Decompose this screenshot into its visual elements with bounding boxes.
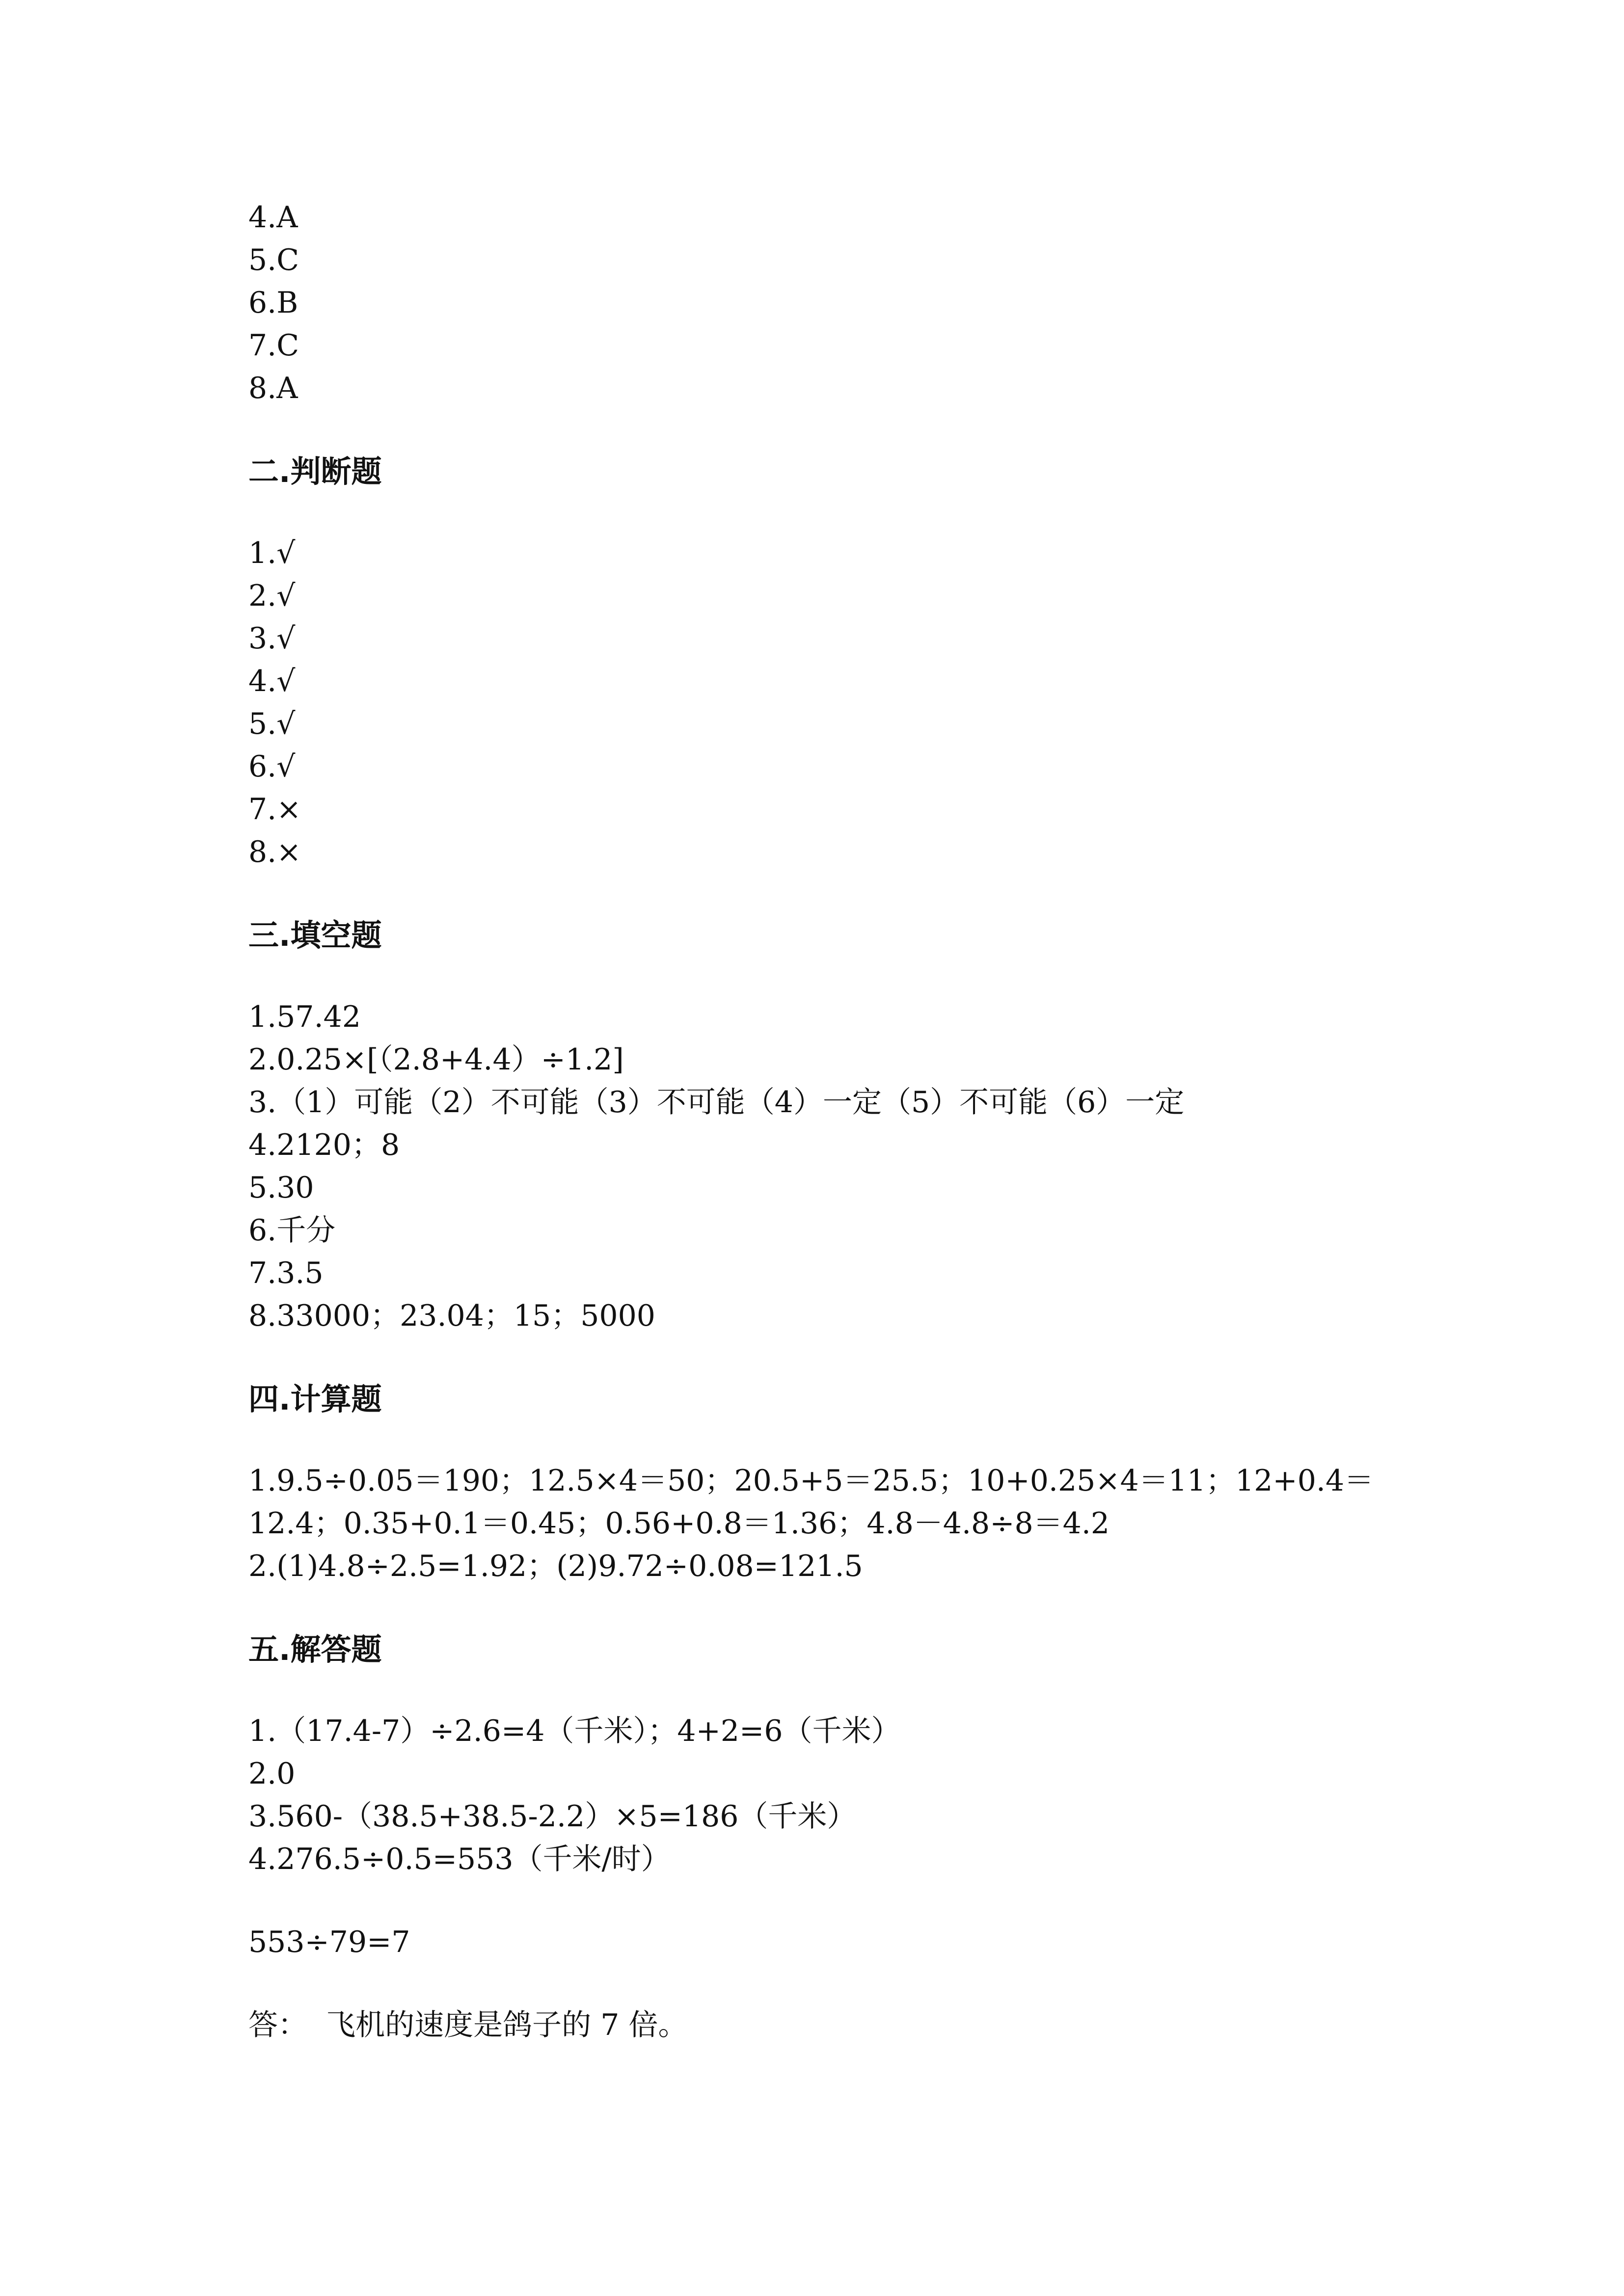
answer-item: 7.C — [248, 328, 299, 363]
answer-item: 3.√ — [248, 621, 296, 656]
answer-item: 4.2120；8 — [248, 1128, 400, 1162]
answer-item: 8.× — [248, 835, 301, 869]
answer-item: 8.33000；23.04；15；5000 — [248, 1299, 655, 1333]
final-answer: 答： 飞机的速度是鸽子的 7 倍。 — [248, 2008, 688, 2042]
answer-item: 7.× — [248, 792, 301, 827]
answer-item: 6.√ — [248, 749, 296, 784]
answer-item: 7.3.5 — [248, 1256, 324, 1290]
fill-in-answer-list — [248, 996, 1378, 1337]
answer-item: 6.B — [248, 286, 298, 320]
answer-item: 3.560-（38.5+38.5-2.2）×5=186（千米） — [248, 1799, 857, 1834]
section-heading-calculation: 四.计算题 — [248, 1381, 382, 1417]
answer-item: 1.57.42 — [248, 1000, 361, 1034]
part1-tail-list — [248, 196, 1378, 410]
answer-item: 2.√ — [248, 579, 296, 613]
section-heading-judgement: 二.判断题 — [248, 454, 382, 489]
judgement-answer-list — [248, 532, 1378, 874]
section-heading-problem-solving: 五.解答题 — [248, 1631, 382, 1667]
calculation-answer-list — [248, 1460, 1378, 1588]
answer-item: 4.√ — [248, 664, 296, 698]
answer-item: 4.A — [248, 200, 298, 235]
answer-item: 2.0 — [248, 1757, 296, 1791]
calculation-step: 553÷79=7 — [248, 1925, 410, 1959]
answer-item: 6.千分 — [248, 1213, 336, 1248]
answer-item: 2.(1)4.8÷2.5=1.92；(2)9.72÷0.08=121.5 — [248, 1549, 863, 1583]
answer-item: 5.C — [248, 243, 299, 277]
answer-item: 5.30 — [248, 1171, 314, 1205]
answer-item-continued: 12.4；0.35+0.1＝0.45；0.56+0.8＝1.36；4.8－4.8÷8＝4.2 — [248, 1506, 1110, 1541]
answer-key-content — [248, 196, 1378, 2047]
answer-item: 1.√ — [248, 536, 296, 570]
answer-item: 1.（17.4-7）÷2.6=4（千米）；4+2=6（千米） — [248, 1714, 901, 1748]
answer-item: 5.√ — [248, 707, 296, 741]
answer-item: 2.0.25×[（2.8+4.4）÷1.2] — [248, 1042, 624, 1077]
answer-item: 4.276.5÷0.5=553（千米/时） — [248, 1842, 671, 1876]
answer-item: 8.A — [248, 371, 298, 405]
section-heading-fill-in: 三.填空题 — [248, 917, 382, 953]
problem-solving-answer-list — [248, 1710, 1378, 1881]
answer-item: 1.9.5÷0.05＝190；12.5×4＝50；20.5+5＝25.5；10+0.25×4＝11；12+0.4＝ — [248, 1464, 1374, 1498]
answer-item: 3.（1）可能（2）不可能（3）不可能（4）一定（5）不可能（6）一定 — [248, 1085, 1185, 1120]
